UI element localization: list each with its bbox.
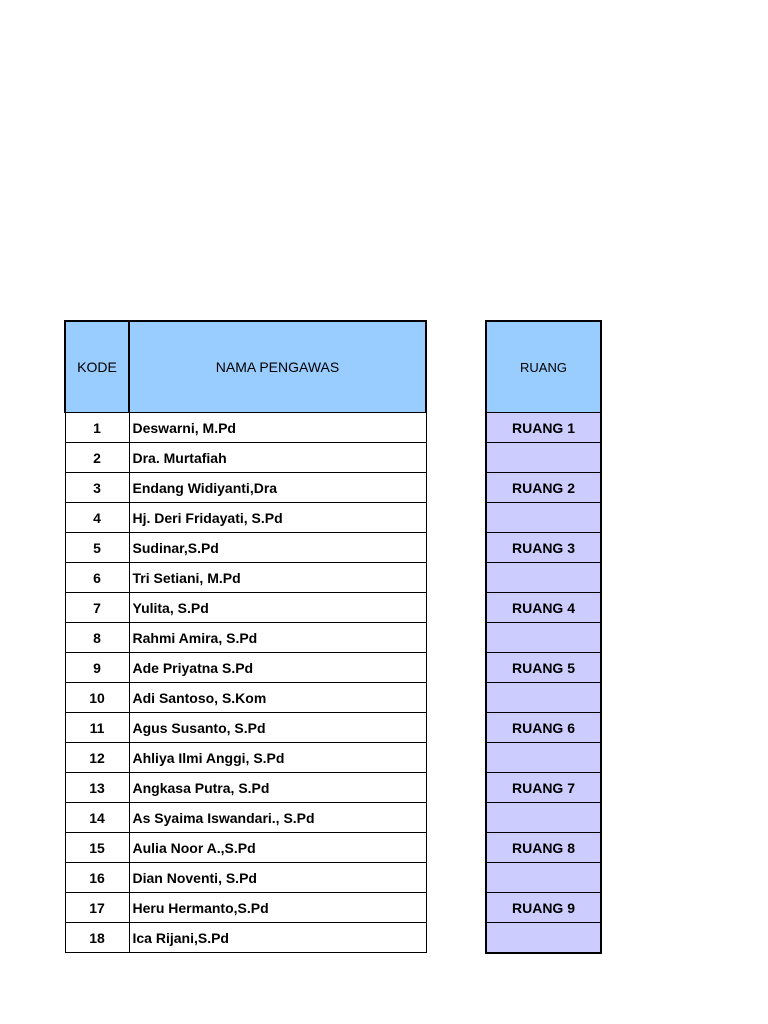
nama-pengawas-cell: Adi Santoso, S.Kom bbox=[129, 683, 426, 713]
kode-cell: 3 bbox=[65, 473, 129, 503]
table-row bbox=[486, 683, 601, 713]
ruang-cell: RUANG 9 bbox=[486, 893, 601, 923]
room-table bbox=[485, 320, 602, 954]
table-row bbox=[65, 413, 426, 443]
ruang-cell: RUANG 7 bbox=[486, 773, 601, 803]
table-row bbox=[486, 833, 601, 863]
table-row bbox=[65, 773, 426, 803]
table-row bbox=[486, 563, 601, 593]
room-table-header bbox=[486, 321, 601, 413]
nama-pengawas-cell: Ahliya Ilmi Anggi, S.Pd bbox=[129, 743, 426, 773]
kode-cell: 6 bbox=[65, 563, 129, 593]
table-row bbox=[65, 863, 426, 893]
nama-pengawas-cell: Endang Widiyanti,Dra bbox=[129, 473, 426, 503]
supervisor-table-body bbox=[65, 413, 426, 953]
ruang-cell bbox=[486, 623, 601, 653]
table-row bbox=[486, 503, 601, 533]
table-row bbox=[486, 623, 601, 653]
room-table-body bbox=[486, 413, 601, 954]
table-row bbox=[65, 473, 426, 503]
table-row bbox=[65, 563, 426, 593]
nama-pengawas-cell: Rahmi Amira, S.Pd bbox=[129, 623, 426, 653]
kode-header: KODE bbox=[65, 321, 129, 413]
table-row bbox=[65, 923, 426, 953]
table-row bbox=[486, 743, 601, 773]
table-row bbox=[486, 593, 601, 623]
nama-pengawas-cell: Sudinar,S.Pd bbox=[129, 533, 426, 563]
ruang-cell: RUANG 6 bbox=[486, 713, 601, 743]
table-row bbox=[486, 653, 601, 683]
supervisor-table-header bbox=[65, 321, 426, 413]
table-row bbox=[65, 623, 426, 653]
ruang-cell: RUANG 8 bbox=[486, 833, 601, 863]
ruang-cell: RUANG 4 bbox=[486, 593, 601, 623]
table-row bbox=[486, 713, 601, 743]
table-row bbox=[65, 893, 426, 923]
table-row bbox=[486, 533, 601, 563]
ruang-cell bbox=[486, 923, 601, 954]
kode-cell: 7 bbox=[65, 593, 129, 623]
table-row bbox=[65, 593, 426, 623]
table-row bbox=[486, 893, 601, 923]
ruang-cell: RUANG 5 bbox=[486, 653, 601, 683]
ruang-cell bbox=[486, 503, 601, 533]
kode-cell: 17 bbox=[65, 893, 129, 923]
table-row bbox=[486, 923, 601, 954]
table-row bbox=[65, 443, 426, 473]
kode-cell: 18 bbox=[65, 923, 129, 953]
kode-cell: 13 bbox=[65, 773, 129, 803]
nama-pengawas-cell: Dian Noventi, S.Pd bbox=[129, 863, 426, 893]
nama-pengawas-header: NAMA PENGAWAS bbox=[129, 321, 426, 413]
ruang-cell bbox=[486, 683, 601, 713]
nama-pengawas-cell: Tri Setiani, M.Pd bbox=[129, 563, 426, 593]
table-row bbox=[65, 503, 426, 533]
nama-pengawas-cell: Hj. Deri Fridayati, S.Pd bbox=[129, 503, 426, 533]
table-row bbox=[486, 413, 601, 443]
ruang-cell bbox=[486, 863, 601, 893]
ruang-cell bbox=[486, 563, 601, 593]
table-row bbox=[486, 473, 601, 503]
table-row bbox=[65, 833, 426, 863]
table-row bbox=[486, 773, 601, 803]
nama-pengawas-cell: Angkasa Putra, S.Pd bbox=[129, 773, 426, 803]
kode-cell: 1 bbox=[65, 413, 129, 443]
kode-cell: 15 bbox=[65, 833, 129, 863]
table-row bbox=[65, 683, 426, 713]
nama-pengawas-cell: Ade Priyatna S.Pd bbox=[129, 653, 426, 683]
nama-pengawas-cell: Heru Hermanto,S.Pd bbox=[129, 893, 426, 923]
nama-pengawas-cell: Deswarni, M.Pd bbox=[129, 413, 426, 443]
table-row bbox=[486, 863, 601, 893]
ruang-cell: RUANG 1 bbox=[486, 413, 601, 443]
ruang-cell bbox=[486, 803, 601, 833]
ruang-cell: RUANG 3 bbox=[486, 533, 601, 563]
table-row bbox=[65, 533, 426, 563]
kode-cell: 10 bbox=[65, 683, 129, 713]
ruang-cell: RUANG 2 bbox=[486, 473, 601, 503]
table-row bbox=[65, 803, 426, 833]
ruang-cell bbox=[486, 743, 601, 773]
kode-cell: 8 bbox=[65, 623, 129, 653]
table-row bbox=[486, 443, 601, 473]
nama-pengawas-cell: As Syaima Iswandari., S.Pd bbox=[129, 803, 426, 833]
kode-cell: 4 bbox=[65, 503, 129, 533]
nama-pengawas-cell: Agus Susanto, S.Pd bbox=[129, 713, 426, 743]
kode-cell: 9 bbox=[65, 653, 129, 683]
nama-pengawas-cell: Dra. Murtafiah bbox=[129, 443, 426, 473]
nama-pengawas-cell: Yulita, S.Pd bbox=[129, 593, 426, 623]
ruang-header: RUANG bbox=[486, 321, 601, 413]
supervisor-table bbox=[64, 320, 427, 953]
table-row bbox=[65, 713, 426, 743]
kode-cell: 14 bbox=[65, 803, 129, 833]
nama-pengawas-cell: Ica Rijani,S.Pd bbox=[129, 923, 426, 953]
kode-cell: 11 bbox=[65, 713, 129, 743]
kode-cell: 5 bbox=[65, 533, 129, 563]
kode-cell: 2 bbox=[65, 443, 129, 473]
table-row bbox=[486, 803, 601, 833]
kode-cell: 16 bbox=[65, 863, 129, 893]
table-row bbox=[65, 743, 426, 773]
nama-pengawas-cell: Aulia Noor A.,S.Pd bbox=[129, 833, 426, 863]
kode-cell: 12 bbox=[65, 743, 129, 773]
table-row bbox=[65, 653, 426, 683]
ruang-cell bbox=[486, 443, 601, 473]
